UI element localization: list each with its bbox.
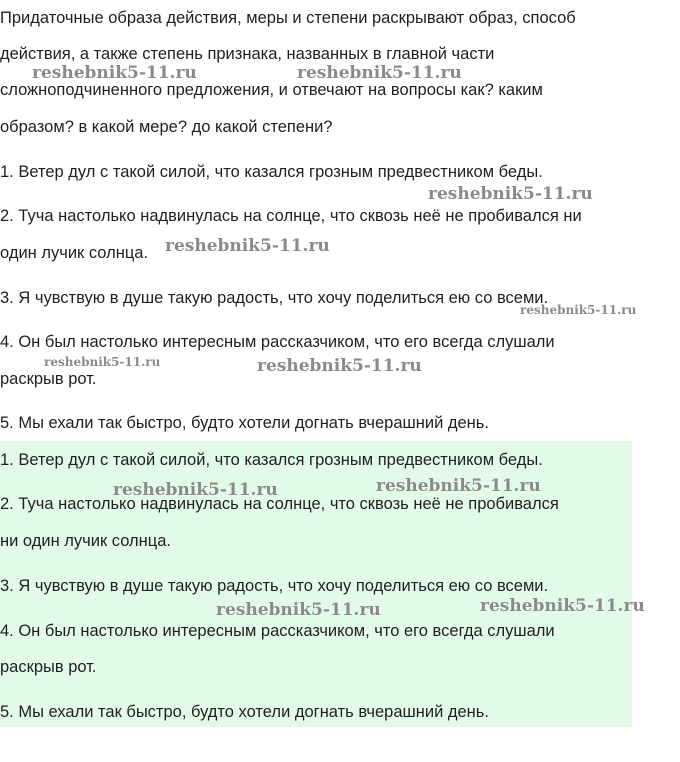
watermark: reshebnik5-11.ru (216, 600, 381, 620)
example-line: 5. Мы ехали так быстро, будто хотели догнать вчерашний день. (0, 414, 489, 432)
watermark: reshebnik5-11.ru (165, 236, 330, 256)
example-line: 1. Ветер дул с такой силой, что казался грозным предвестником беды. (0, 163, 543, 181)
intro-line: действия, а также степень признака, названных в главной части (0, 45, 495, 63)
watermark: reshebnik5-11.ru (44, 355, 161, 369)
watermark: reshebnik5-11.ru (32, 63, 197, 83)
answer-line: ни один лучик солнца. (0, 532, 171, 550)
example-line: один лучик солнца. (0, 244, 149, 262)
answer-line: 1. Ветер дул с такой силой, что казался грозным предвестником беды. (0, 451, 543, 469)
intro-line: образом? в какой мере? до какой степени? (0, 118, 333, 136)
example-line: раскрыв рот. (0, 370, 97, 388)
watermark: reshebnik5-11.ru (376, 476, 541, 496)
answer-line: 5. Мы ехали так быстро, будто хотели догнать вчерашний день. (0, 703, 489, 721)
answer-line: 2. Туча настолько надвинулась на солнце, что сквозь неё не пробивался (0, 495, 559, 513)
watermark: reshebnik5-11.ru (480, 596, 645, 616)
intro-line: сложноподчиненного предложения, и отвечают на вопросы как? каким (0, 81, 543, 99)
intro-line: Придаточные образа действия, меры и степени раскрывают образ, способ (0, 9, 576, 27)
watermark: reshebnik5-11.ru (297, 63, 462, 83)
answer-line: 4. Он был настолько интересным рассказчиком, что его всегда слушали (0, 622, 555, 640)
example-line: 2. Туча настолько надвинулась на солнце, что сквозь неё не пробивался ни (0, 207, 582, 225)
example-line: 4. Он был настолько интересным рассказчиком, что его всегда слушали (0, 333, 555, 351)
watermark: reshebnik5-11.ru (113, 480, 278, 500)
example-line: 3. Я чувствую в душе такую радость, что хочу поделиться ею со всеми. (0, 289, 549, 307)
watermark: reshebnik5-11.ru (428, 184, 593, 204)
answer-line: раскрыв рот. (0, 658, 97, 676)
watermark: reshebnik5-11.ru (520, 303, 637, 317)
answer-line: 3. Я чувствую в душе такую радость, что хочу поделиться ею со всеми. (0, 577, 549, 595)
watermark: reshebnik5-11.ru (257, 356, 422, 376)
